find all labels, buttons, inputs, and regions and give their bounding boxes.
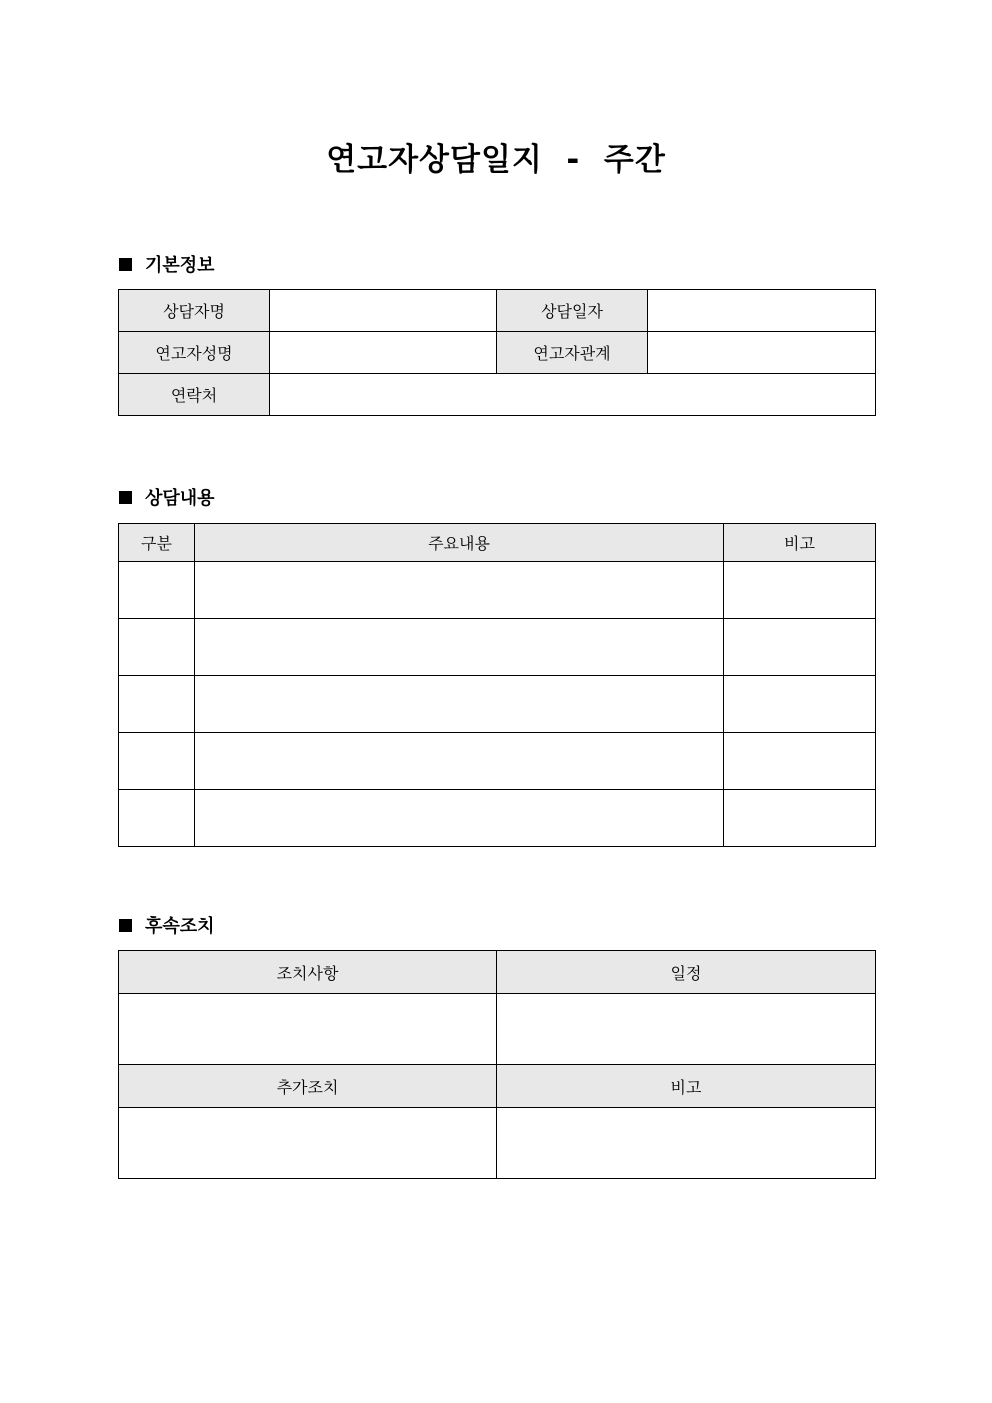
- square-bullet-icon: [119, 258, 132, 271]
- column-header-action: 조치사항: [119, 951, 497, 994]
- contact-field[interactable]: [270, 374, 876, 416]
- table-row: [119, 332, 876, 374]
- remarks-cell[interactable]: [724, 676, 876, 733]
- main-content-cell[interactable]: [195, 733, 724, 790]
- column-header-additional-action: 추가조치: [119, 1065, 497, 1108]
- column-header-main-content: 주요내용: [195, 524, 724, 562]
- table-row: [119, 619, 876, 676]
- table-row: [119, 374, 876, 416]
- content-table: [118, 523, 876, 847]
- main-content-cell[interactable]: [195, 562, 724, 619]
- table-row: [119, 733, 876, 790]
- section-heading-label: 상담내용: [145, 488, 215, 509]
- additional-action-cell[interactable]: [119, 1108, 497, 1179]
- relative-name-field[interactable]: [270, 332, 497, 374]
- table-header-row: [119, 951, 876, 994]
- table-header-row: [119, 1065, 876, 1108]
- section-heading-label: 후속조치: [145, 916, 215, 937]
- relationship-field[interactable]: [648, 332, 876, 374]
- action-cell[interactable]: [119, 994, 497, 1065]
- relationship-label: 연고자관계: [497, 332, 648, 374]
- section-heading-followup: [119, 913, 215, 937]
- main-content-cell[interactable]: [195, 790, 724, 847]
- remarks-cell[interactable]: [724, 562, 876, 619]
- section-heading-basic: [119, 252, 215, 276]
- table-row: [119, 676, 876, 733]
- square-bullet-icon: [119, 919, 132, 932]
- table-row: [119, 790, 876, 847]
- category-cell[interactable]: [119, 676, 195, 733]
- column-header-schedule: 일정: [497, 951, 876, 994]
- page-title: 연고자상담일지 - 주간: [326, 142, 666, 178]
- contact-label: 연락처: [119, 374, 270, 416]
- column-header-category: 구분: [119, 524, 195, 562]
- square-bullet-icon: [119, 491, 132, 504]
- table-row: [119, 290, 876, 332]
- remarks-cell[interactable]: [497, 1108, 876, 1179]
- table-header-row: [119, 524, 876, 562]
- relative-name-label: 연고자성명: [119, 332, 270, 374]
- main-content-cell[interactable]: [195, 676, 724, 733]
- category-cell[interactable]: [119, 733, 195, 790]
- remarks-cell[interactable]: [724, 790, 876, 847]
- column-header-remarks: 비고: [724, 524, 876, 562]
- basic-info-table: [118, 289, 876, 416]
- category-cell[interactable]: [119, 562, 195, 619]
- main-content-cell[interactable]: [195, 619, 724, 676]
- category-cell[interactable]: [119, 619, 195, 676]
- table-row: [119, 994, 876, 1065]
- date-label: 상담일자: [497, 290, 648, 332]
- table-row: [119, 562, 876, 619]
- date-field[interactable]: [648, 290, 876, 332]
- category-cell[interactable]: [119, 790, 195, 847]
- followup-table: [118, 950, 876, 1179]
- counselor-field[interactable]: [270, 290, 497, 332]
- table-row: [119, 1108, 876, 1179]
- remarks-cell[interactable]: [724, 619, 876, 676]
- counselor-label: 상담자명: [119, 290, 270, 332]
- section-heading-label: 기본정보: [145, 255, 215, 276]
- section-heading-content: [119, 485, 215, 509]
- remarks-cell[interactable]: [724, 733, 876, 790]
- schedule-cell[interactable]: [497, 994, 876, 1065]
- column-header-remarks: 비고: [497, 1065, 876, 1108]
